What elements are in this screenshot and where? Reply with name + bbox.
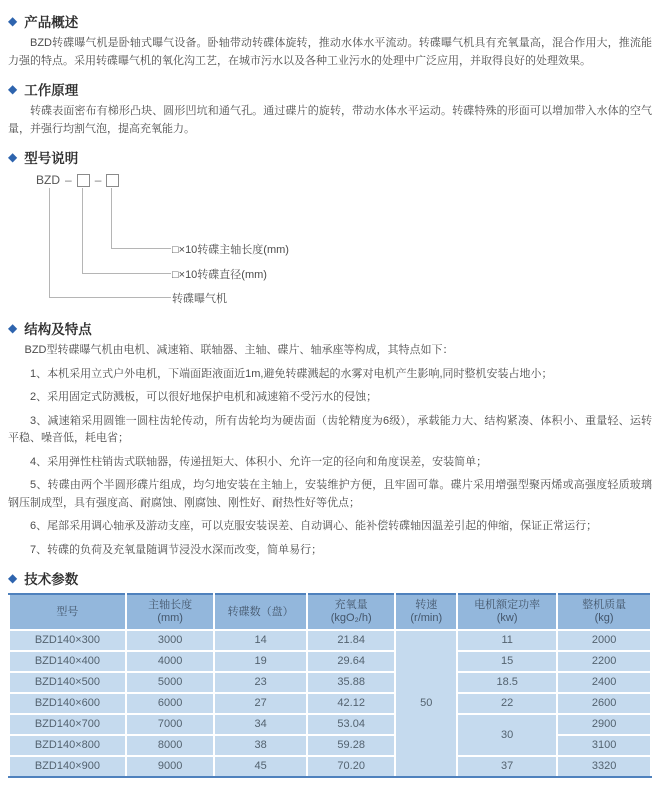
table-row bbox=[9, 756, 651, 777]
feature-item: 7、转碟的负荷及充氧量随调节浸没水深而改变，简单易行； bbox=[30, 543, 323, 556]
cell-model: BZD140×600 bbox=[9, 693, 126, 714]
cell-power: 15 bbox=[457, 651, 557, 672]
connector-line bbox=[111, 188, 112, 248]
cell-discs: 34 bbox=[214, 714, 306, 735]
col-header-motor-power bbox=[457, 594, 557, 630]
header-unit: (r/min) bbox=[410, 612, 443, 624]
features-intro: BZD型转碟曝气机由电机、减速箱、联轴器、主轴、碟片、轴承座等构成，其特点如下： bbox=[24, 344, 454, 356]
cell-weight: 2200 bbox=[557, 651, 651, 672]
model-label-disc-diameter: □×10转碟直径(mm) bbox=[172, 269, 267, 281]
connector-line bbox=[49, 188, 50, 297]
section-header-overview bbox=[8, 11, 652, 31]
cell-weight: 3320 bbox=[557, 756, 651, 777]
model-code-diagram bbox=[8, 173, 652, 309]
feature-item: 4、采用弹性柱销齿式联轴器，传递扭矩大、体积小、允许一定的径向和角度误差，安装简单； bbox=[30, 455, 488, 468]
section-header-features bbox=[8, 318, 652, 338]
header-line: 充氧量 bbox=[334, 599, 368, 611]
table-row bbox=[9, 672, 651, 693]
feature-item: 1、本机采用立式户外电机，下端面距液面近1m,避免转碟溅起的水雾对电机产生影响,同时整机安装占地小； bbox=[30, 367, 553, 380]
section-title-model: 型号说明 bbox=[24, 151, 79, 166]
cell-weight: 3100 bbox=[557, 735, 651, 756]
cell-discs: 19 bbox=[214, 651, 306, 672]
cell-shaft: 7000 bbox=[126, 714, 215, 735]
dash-separator: – bbox=[94, 173, 102, 187]
cell-discs: 23 bbox=[214, 672, 306, 693]
header-line: 电机额定功率 bbox=[474, 599, 541, 611]
cell-model: BZD140×400 bbox=[9, 651, 126, 672]
header-line: 主轴长度 bbox=[148, 599, 193, 611]
cell-oxygen: 29.64 bbox=[307, 651, 396, 672]
cell-discs: 38 bbox=[214, 735, 306, 756]
model-label-shaft-length: □×10转碟主轴长度(mm) bbox=[172, 244, 289, 256]
dash-separator: – bbox=[65, 173, 72, 187]
cell-power: 11 bbox=[457, 630, 557, 651]
diamond-icon: ◆ bbox=[8, 150, 18, 164]
header-line: 整机质量 bbox=[582, 599, 627, 611]
cell-oxygen: 42.12 bbox=[307, 693, 396, 714]
header-unit: (kgO₂/h) bbox=[330, 612, 372, 624]
cell-weight: 2900 bbox=[557, 714, 651, 735]
section-header-specs bbox=[8, 568, 652, 588]
feature-item: 3、减速箱采用圆锥一圆柱齿轮传动，所有齿轮均为硬齿面（齿轮精度为6级），承载能力大、结构紧凑、体积小、重量轻、运转平稳、噪音低，耗电省； bbox=[8, 414, 652, 444]
cell-discs: 14 bbox=[214, 630, 306, 651]
cell-power: 22 bbox=[457, 693, 557, 714]
overview-paragraph: BZD转碟曝气机是卧轴式曝气设备。卧轴带动转碟体旋转，推动水体水平流动。转碟曝气机具有充氧量高，混合作用大，推流能力强的特点。采用转碟曝气机的氧化沟工艺，在城市污水以及各种工业污水的处理中广泛应用，并取得良好的处理效果。 bbox=[8, 37, 652, 67]
table-row bbox=[9, 630, 651, 651]
section-title-overview: 产品概述 bbox=[24, 15, 79, 30]
model-code-row bbox=[36, 173, 119, 187]
col-header-oxygen bbox=[307, 594, 396, 630]
principle-paragraph: 转碟表面密布有梯形凸块、圆形凹坑和通气孔。通过碟片的旋转，带动水体水平运动。转碟特殊的形面可以增加带入水体的空气量，并强行均割气泡，提高充氧能力。 bbox=[8, 105, 652, 135]
cell-shaft: 3000 bbox=[126, 630, 215, 651]
feature-item: 2、采用固定式防溅板，可以很好地保护电机和减速箱不受污水的侵蚀； bbox=[30, 391, 378, 403]
section-title-features: 结构及特点 bbox=[24, 322, 92, 337]
cell-oxygen: 53.04 bbox=[307, 714, 396, 735]
cell-weight: 2000 bbox=[557, 630, 651, 651]
cell-shaft: 9000 bbox=[126, 756, 215, 777]
cell-shaft: 8000 bbox=[126, 735, 215, 756]
table-row bbox=[9, 714, 651, 735]
diamond-icon: ◆ bbox=[8, 14, 18, 28]
cell-model: BZD140×700 bbox=[9, 714, 126, 735]
cell-model: BZD140×900 bbox=[9, 756, 126, 777]
cell-discs: 45 bbox=[214, 756, 306, 777]
col-header-disc-count: 转碟数（盘） bbox=[214, 594, 306, 630]
diamond-icon: ◆ bbox=[8, 321, 18, 335]
model-placeholder-box bbox=[106, 174, 119, 187]
cell-weight: 2600 bbox=[557, 693, 651, 714]
header-unit: (mm) bbox=[157, 612, 183, 624]
cell-model: BZD140×500 bbox=[9, 672, 126, 693]
cell-oxygen: 35.88 bbox=[307, 672, 396, 693]
connector-line bbox=[82, 273, 171, 274]
cell-discs: 27 bbox=[214, 693, 306, 714]
cell-power: 18.5 bbox=[457, 672, 557, 693]
feature-item: 6、尾部采用调心轴承及游动支座，可以克服安装误差、自动调心、能补偿转碟轴因温差引起的伸缩，保证正常运行； bbox=[30, 520, 598, 532]
col-header-model: 型号 bbox=[9, 594, 126, 630]
cell-weight: 2400 bbox=[557, 672, 651, 693]
table-row bbox=[9, 651, 651, 672]
connector-line bbox=[82, 188, 83, 273]
section-header-model bbox=[8, 147, 652, 167]
table-row bbox=[9, 693, 651, 714]
header-unit: (kg) bbox=[594, 612, 614, 624]
cell-speed-merged: 50 bbox=[395, 630, 457, 777]
section-header-principle bbox=[8, 79, 652, 99]
connector-line bbox=[49, 297, 171, 298]
model-label-machine-name: 转碟曝气机 bbox=[172, 293, 227, 305]
cell-power: 37 bbox=[457, 756, 557, 777]
header-unit: (kw) bbox=[496, 612, 518, 624]
specs-table bbox=[8, 593, 652, 778]
col-header-weight bbox=[557, 594, 651, 630]
cell-oxygen: 21.84 bbox=[307, 630, 396, 651]
model-placeholder-box bbox=[77, 174, 90, 187]
feature-item: 5、转碟由两个半圆形碟片组成，均匀地安装在主轴上，安装维护方便，且牢固可靠。碟片采用增强型聚丙烯或高强度轻质玻璃钢压制成型，具有强度高、耐腐蚀、刚腐蚀、刚性好、耐热性好等优点； bbox=[8, 479, 652, 509]
table-header-row bbox=[9, 594, 651, 630]
cell-shaft: 4000 bbox=[126, 651, 215, 672]
connector-line bbox=[111, 248, 171, 249]
cell-model: BZD140×800 bbox=[9, 735, 126, 756]
cell-oxygen: 70.20 bbox=[307, 756, 396, 777]
cell-oxygen: 59.28 bbox=[307, 735, 396, 756]
cell-power-merged: 30 bbox=[457, 714, 557, 756]
section-title-principle: 工作原理 bbox=[24, 83, 79, 98]
diamond-icon: ◆ bbox=[8, 82, 18, 96]
header-line: 转速 bbox=[415, 599, 438, 611]
cell-model: BZD140×300 bbox=[9, 630, 126, 651]
section-title-specs: 技术参数 bbox=[24, 572, 79, 587]
model-code-prefix: BZD bbox=[36, 173, 60, 187]
diamond-icon: ◆ bbox=[8, 571, 18, 585]
cell-shaft: 6000 bbox=[126, 693, 215, 714]
cell-shaft: 5000 bbox=[126, 672, 215, 693]
col-header-shaft-length bbox=[126, 594, 215, 630]
col-header-speed bbox=[395, 594, 457, 630]
